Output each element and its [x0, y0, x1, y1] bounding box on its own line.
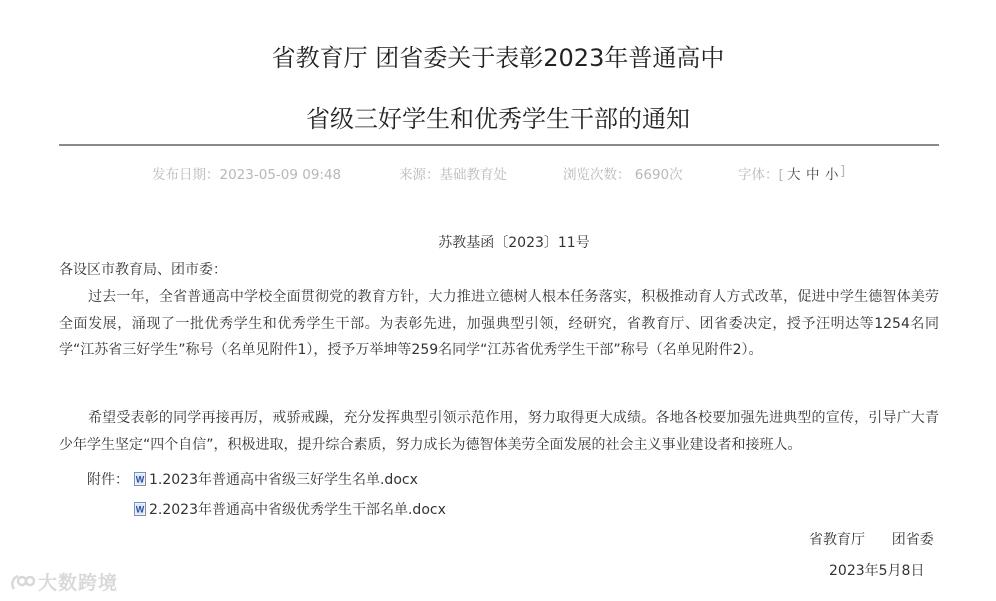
svg-text:W: W — [135, 474, 145, 485]
attachments-label: 附件： — [87, 472, 129, 488]
issuing-organizations: 省教育厅 团省委 — [809, 532, 934, 548]
word-doc-icon — [134, 502, 146, 516]
font-size-large-link[interactable]: 大 — [787, 167, 801, 183]
source: 来源：基础教育处 — [399, 167, 507, 183]
body-paragraph-2: 希望受表彰的同学再接再厉，戒骄戒躁，充分发挥典型引领示范作用，努力取得更大成绩。各地各校要加强先进典型的宣传，引导广大青少年学生坚定“四个自信”，积极进取，提升综合素质，努力成长为德智体美劳全面发展的社会主义事业建设者和接班人。 — [59, 410, 939, 453]
body-paragraph-1: 过去一年，全省普通高中学校全面贯彻党的教育方针，大力推进立德树人根本任务落实，积极推动育人方式改革，促进中学生德智体美劳全面发展，涌现了一批优秀学生和优秀学生干部。为表彰先进，加强典型引领，经研究，省教育厅、团省委决定，授予汪明达等1254名同学“江苏省三好学生”称号（名单见附件1），授予万举坤等259名同学“江苏省优秀学生干部”称号（名单见附件2）。 — [59, 289, 939, 358]
svg-text:W: W — [135, 504, 145, 515]
word-doc-icon — [134, 472, 146, 486]
watermark-text: 大数跨境 — [38, 572, 119, 594]
notice-title-line-1: 省教育厅 团省委关于表彰2023年普通高中 — [271, 44, 725, 72]
notice-title-line-2: 省级三好学生和优秀学生干部的通知 — [306, 105, 690, 133]
publish-date: 发布日期：2023-05-09 09:48 — [152, 167, 342, 183]
font-size-label: 字体：[ — [738, 167, 784, 183]
attachment-link-2[interactable] — [134, 499, 446, 519]
salutation: 各设区市教育局、团市委： — [59, 262, 227, 278]
font-size-bracket-close: ] — [840, 163, 846, 179]
issue-date: 2023年5月8日 — [829, 563, 925, 579]
font-size-small-link[interactable]: 小 — [825, 167, 839, 183]
document-number: 苏教基函〔2023〕11号 — [438, 235, 590, 251]
title-divider — [59, 144, 939, 146]
font-size-medium-link[interactable]: 中 — [806, 167, 820, 183]
watermark — [10, 568, 118, 595]
view-count: 浏览次数： 6690次 — [563, 167, 683, 183]
attachment-link-1[interactable] — [134, 469, 418, 489]
attachment-name: 2.2023年普通高中省级优秀学生干部名单.docx — [149, 502, 446, 518]
attachment-name: 1.2023年普通高中省级三好学生名单.docx — [149, 472, 418, 488]
watermark-logo-icon — [10, 573, 36, 593]
